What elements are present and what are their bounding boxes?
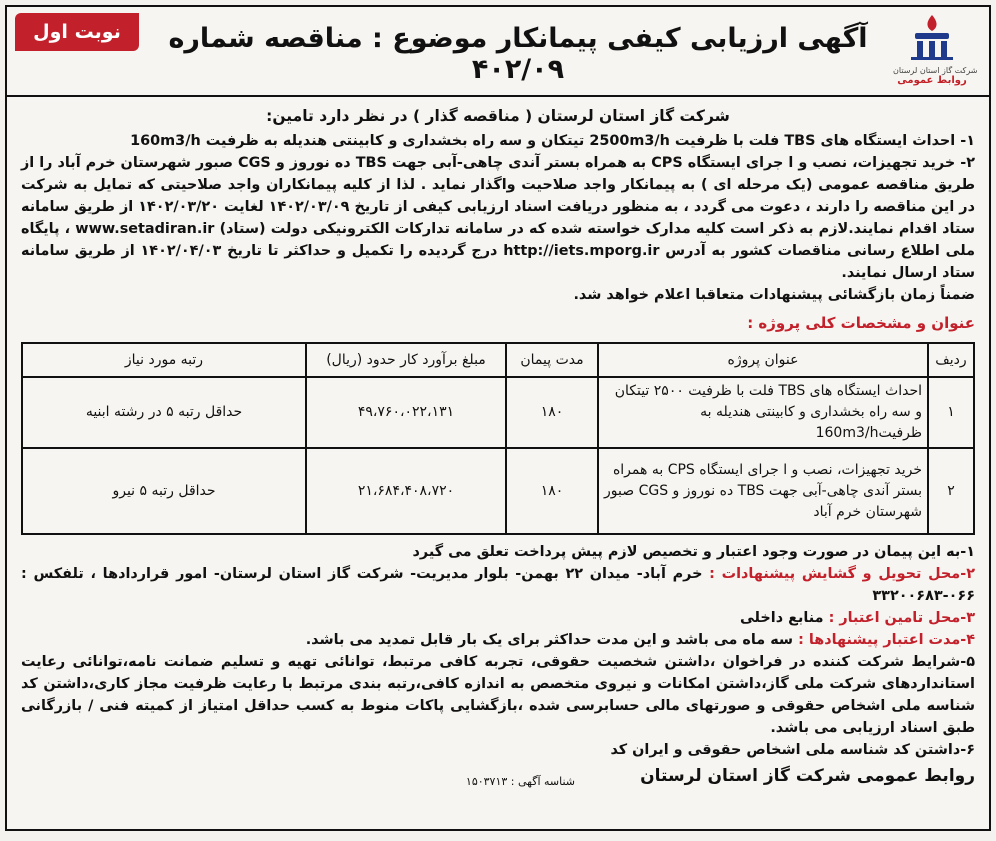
table-row — [22, 448, 974, 534]
condition-label: ۳-محل تامین اعتبار : — [828, 610, 975, 626]
condition-text: ۶-داشتن کد شناسه ملی اشخاص حقوقی و ایران کد — [610, 742, 975, 758]
tender-notice — [5, 5, 991, 831]
logo-unit: روابط عمومی — [897, 75, 967, 86]
cell-row-number: ۲ — [928, 448, 974, 534]
footer — [21, 765, 975, 793]
condition-label: ۴-مدت اعتبار پیشنهادها : — [798, 632, 975, 648]
cell-duration: ۱۸۰ — [506, 377, 598, 448]
col-row-number: ردیف — [928, 343, 974, 377]
col-estimate: مبلغ برآورد کار حدود (ریال) — [306, 343, 506, 377]
cell-project-title: احداث ایستگاه های TBS فلت با ظرفیت ۲۵۰۰ تیتکان و سه راه بخشداری و کابینتی هندیله به ظرفیت160m3/h — [598, 377, 928, 448]
condition-text: سه ماه می باشد و این مدت حداکثر برای یک بار قابل تمدید می باشد. — [305, 632, 799, 648]
condition-item — [21, 607, 975, 629]
col-project-title: عنوان پروژه — [598, 343, 928, 377]
col-grade: رتبه مورد نیاز — [22, 343, 306, 377]
condition-label: ۲-محل تحویل و گشایش پیشنهادات : — [709, 566, 975, 582]
notice-subtitle: شرکت گاز استان لرستان ( مناقصه گذار ) در نظر دارد تامین: — [266, 107, 730, 125]
condition-text: ۵-شرایط شرکت کننده در فراخوان ،داشتن شخصیت حقوقی، تجربه کافی مرتبط، توانائی تهیه و تسلیم ضمانت نامه،توانائی رعایت استانداردهای شرکت ملی گاز،داشتن امکانات و نیروی متخصص به اندازه کافی،رتبه بندی مرتبط با رعایت ظرفیت مجاز کاری،داشتن کد شناسه ملی اشخاص حقوقی و صورتهای مالی حسابرسی شده ،بازگشایی پاکات منوط به کسب حداقل امتیاز از کمیته فنی / بازرگانی طبق اسناد ارزیابی می باشد. — [21, 654, 975, 736]
notice-title: آگهی ارزیابی کیفی پیمانکار موضوع : مناقصه شماره ۴۰۲/۰۹ — [168, 23, 868, 85]
condition-text: ۱-به این پیمان در صورت وجود اعتبار و تخصیص لازم پیش پرداخت تعلق می گیرد — [412, 544, 975, 560]
cell-project-title: خرید تجهیزات، نصب و ا جرای ایستگاه CPS به همراه بستر آندی چاهی-آبی جهت TBS ده نوروز و CGS صبور شهرستان خرم آباد — [598, 448, 928, 534]
condition-item — [21, 629, 975, 651]
condition-item — [21, 651, 975, 739]
paragraph-3: ضمناً زمان بازگشائی پیشنهادات متعاقبا اعلام خواهد شد. — [573, 287, 975, 303]
cell-estimate: ۴۹،۷۶۰،۰۲۲،۱۳۱ — [306, 377, 506, 448]
table-row — [22, 377, 974, 448]
notice-body — [7, 97, 989, 793]
paragraph-2: ۲- خرید تجهیزات، نصب و ا جرای ایستگاه CPS به همراه بستر آندی چاهی-آبی جهت TBS ده نوروز و CGS صبور شهرستان خرم آباد را از طریق مناقصه عمومی (یک مرحله ای ) به پیمانکار واجد صلاحیت واگذار نماید . لذا از کلیه پیمانکاران واجد صلاحیتی که تمایل به شرکت در این مناقصه را دارند ، دعوت می گردد ، به منظور دریافت اسناد ارزیابی کیفی از تاریخ ۱۴۰۲/۰۳/۰۹ لغایت ۱۴۰۲/۰۳/۲۰ از طریق سامانه ستاد اقدام نمایند.لازم به ذکر است کلیه مدارک خواسته شده که در سامانه تدارکات الکترونیکی دولت (ستاد) www.setadiran.ir ، پایگاه ملی اطلاع رسانی مناقصات کشور به آدرس http://iets.mporg.ir درج گردیده را تکمیل و حداکثر تا تاریخ ۱۴۰۲/۰۴/۰۳ از طریق سامانه ستاد ارسال نمایند. — [21, 155, 975, 281]
condition-item — [21, 739, 975, 761]
table-header-row — [22, 343, 974, 377]
public-relations-signature: روابط عمومی شرکت گاز استان لرستان — [640, 766, 975, 786]
logo-caption: شرکت گاز استان لرستان — [893, 66, 978, 75]
condition-text: خرم آباد- میدان ۲۲ بهمن- بلوار مدیریت- شرکت گاز استان لرستان- امور قراردادها ، تلفکس : ۰۶۶-۳۳۲۰۰۶۸۳ — [21, 566, 975, 604]
project-section-title: عنوان و مشخصات کلی پروژه : — [747, 314, 975, 332]
cell-duration: ۱۸۰ — [506, 448, 598, 534]
ad-code: شناسه آگهی : ۱۵۰۳۷۱۳ — [465, 775, 575, 788]
header — [7, 7, 989, 97]
gas-company-emblem-icon — [903, 13, 961, 61]
condition-item — [21, 563, 975, 607]
first-round-badge: نوبت اول — [15, 13, 139, 51]
condition-item — [21, 541, 975, 563]
company-logo — [893, 13, 978, 89]
cell-estimate: ۲۱،۶۸۴،۴۰۸،۷۲۰ — [306, 448, 506, 534]
cell-row-number: ۱ — [928, 377, 974, 448]
paragraph-1: ۱- احداث ایستگاه های TBS فلت با ظرفیت 2500m3/h تیتکان و سه راه بخشداری و کابینتی هندیله به ظرفیت 160m3/h — [130, 133, 975, 149]
col-duration: مدت پیمان — [506, 343, 598, 377]
cell-grade: حداقل رتبه ۵ نیرو — [22, 448, 306, 534]
project-table — [21, 342, 975, 535]
condition-text: منابع داخلی — [740, 610, 829, 626]
conditions-list — [21, 541, 975, 761]
cell-grade: حداقل رتبه ۵ در رشته ابنیه — [22, 377, 306, 448]
